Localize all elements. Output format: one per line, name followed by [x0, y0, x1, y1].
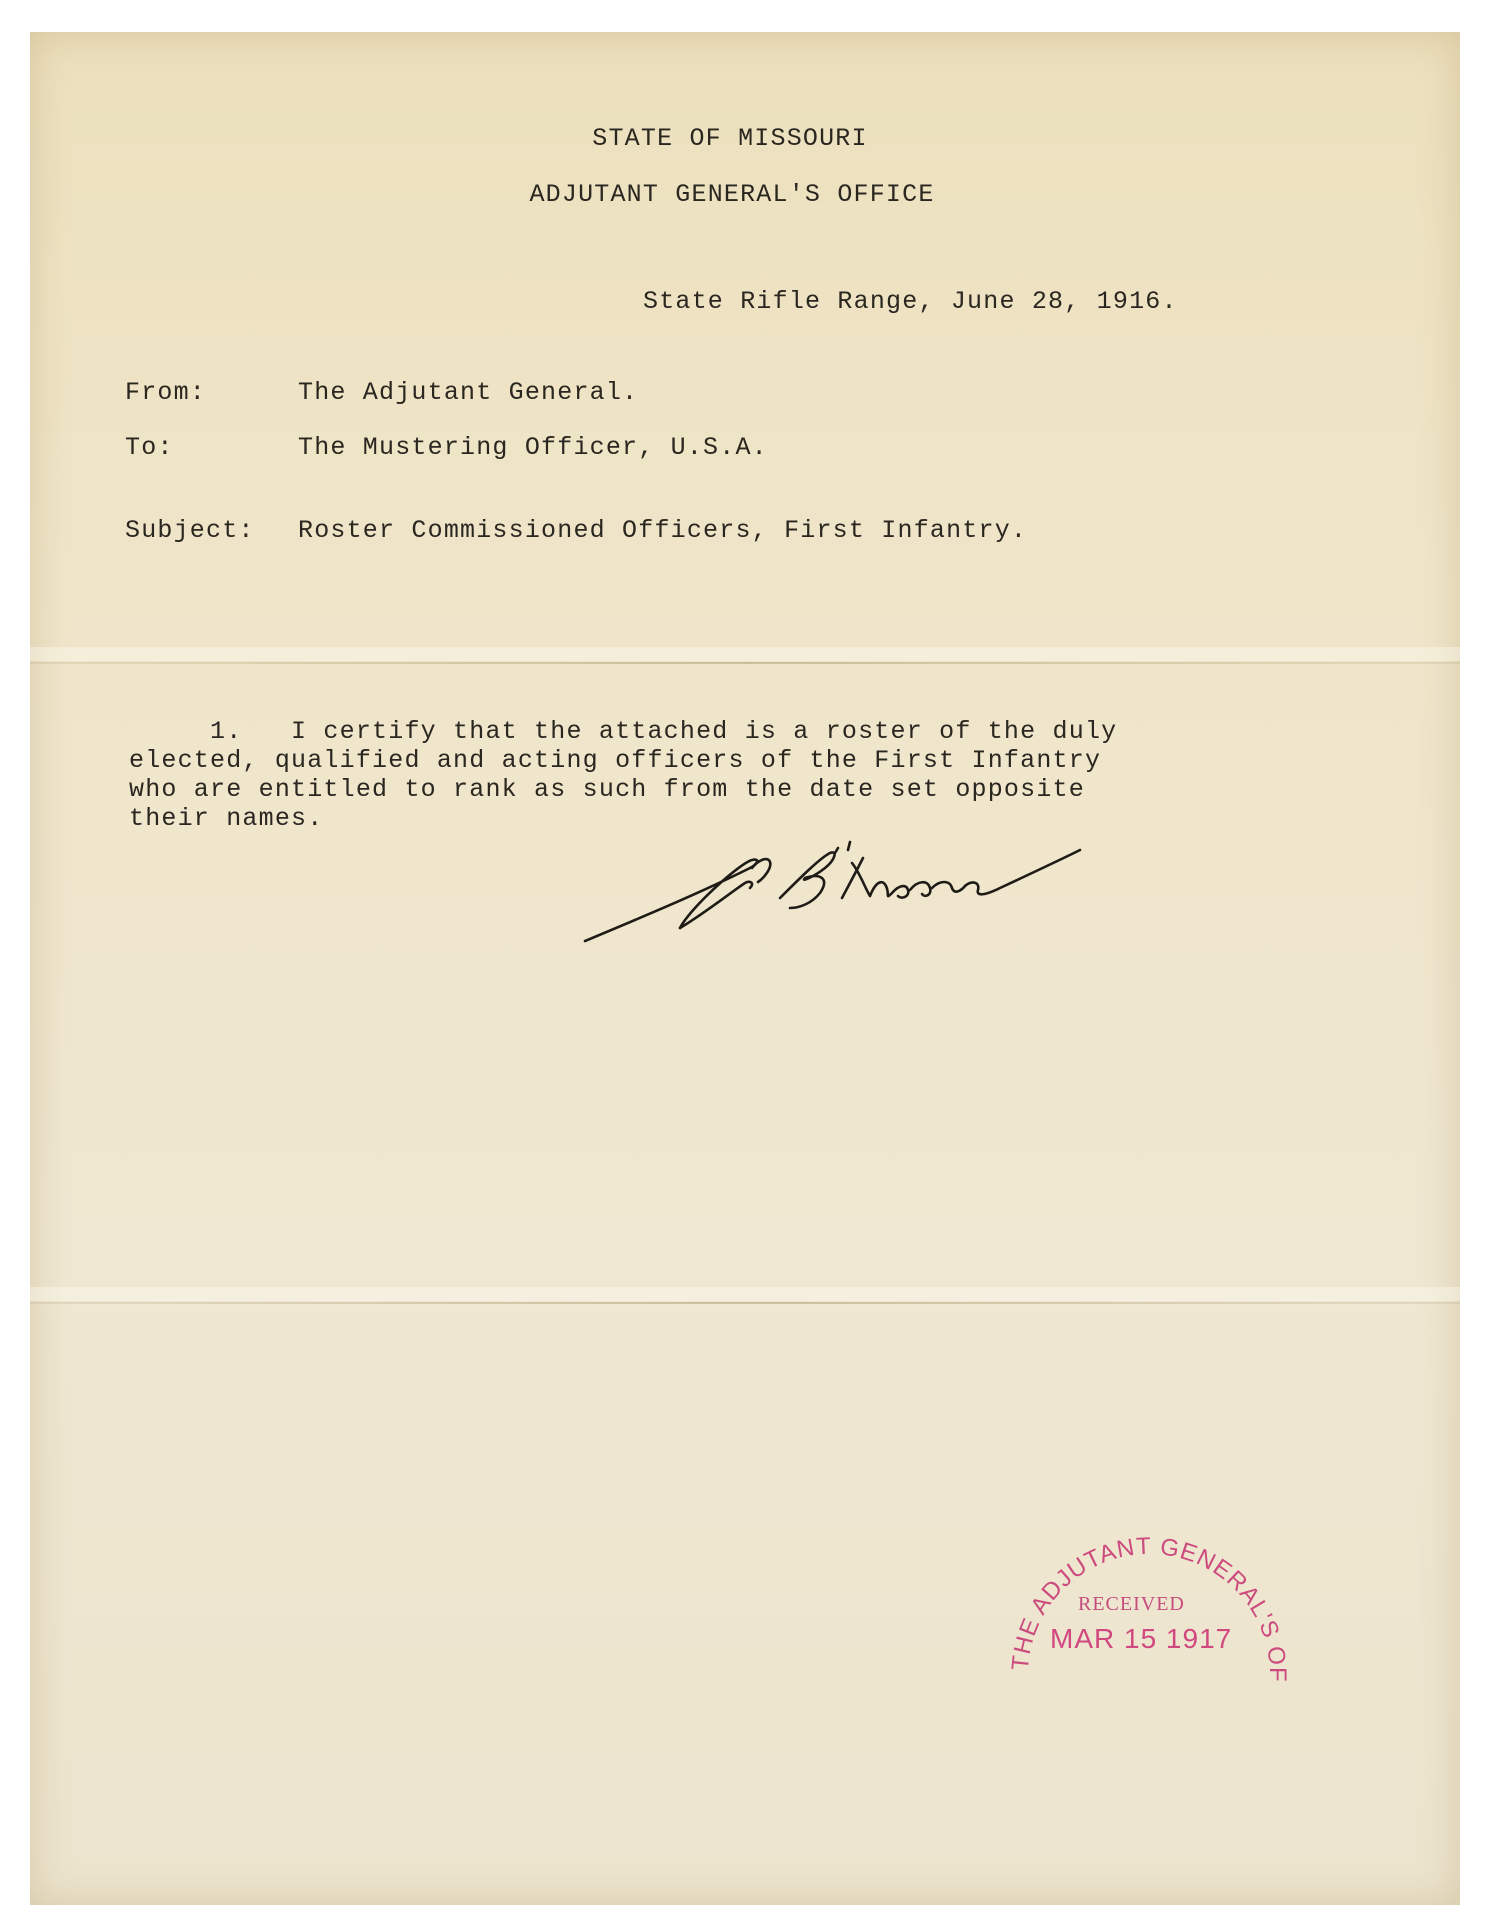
letterhead-office: ADJUTANT GENERAL'S OFFICE: [529, 180, 935, 209]
to-label: To:: [125, 433, 174, 462]
fold-crease: [30, 1302, 1460, 1304]
stamp-received: RECEIVED: [1078, 1593, 1185, 1615]
fold-highlight: [30, 647, 1460, 661]
fold-highlight: [30, 1287, 1460, 1301]
to-value: The Mustering Officer, U.S.A.: [298, 433, 768, 462]
signature: [580, 838, 1100, 958]
from-label: From:: [125, 378, 207, 407]
body-paragraph: 1. I certify that the attached is a roster of the duly elected, qualified and acting officers of the First Infantry who are entitled to rank as such from the date set opposite their names.: [129, 717, 1118, 833]
stamp-arc-text: THE ADJUTANT GENERAL'S OF: [1006, 1532, 1292, 1683]
dateline: State Rifle Range, June 28, 1916.: [643, 287, 1178, 316]
letterhead-state: STATE OF MISSOURI: [592, 124, 868, 153]
subject-value: Roster Commissioned Officers, First Infantry.: [298, 516, 1028, 545]
stamp-date: MAR 15 1917: [1050, 1623, 1233, 1654]
fold-crease: [30, 662, 1460, 664]
subject-label: Subject:: [125, 516, 255, 545]
received-stamp: [998, 1505, 1298, 1705]
from-value: The Adjutant General.: [298, 378, 639, 407]
